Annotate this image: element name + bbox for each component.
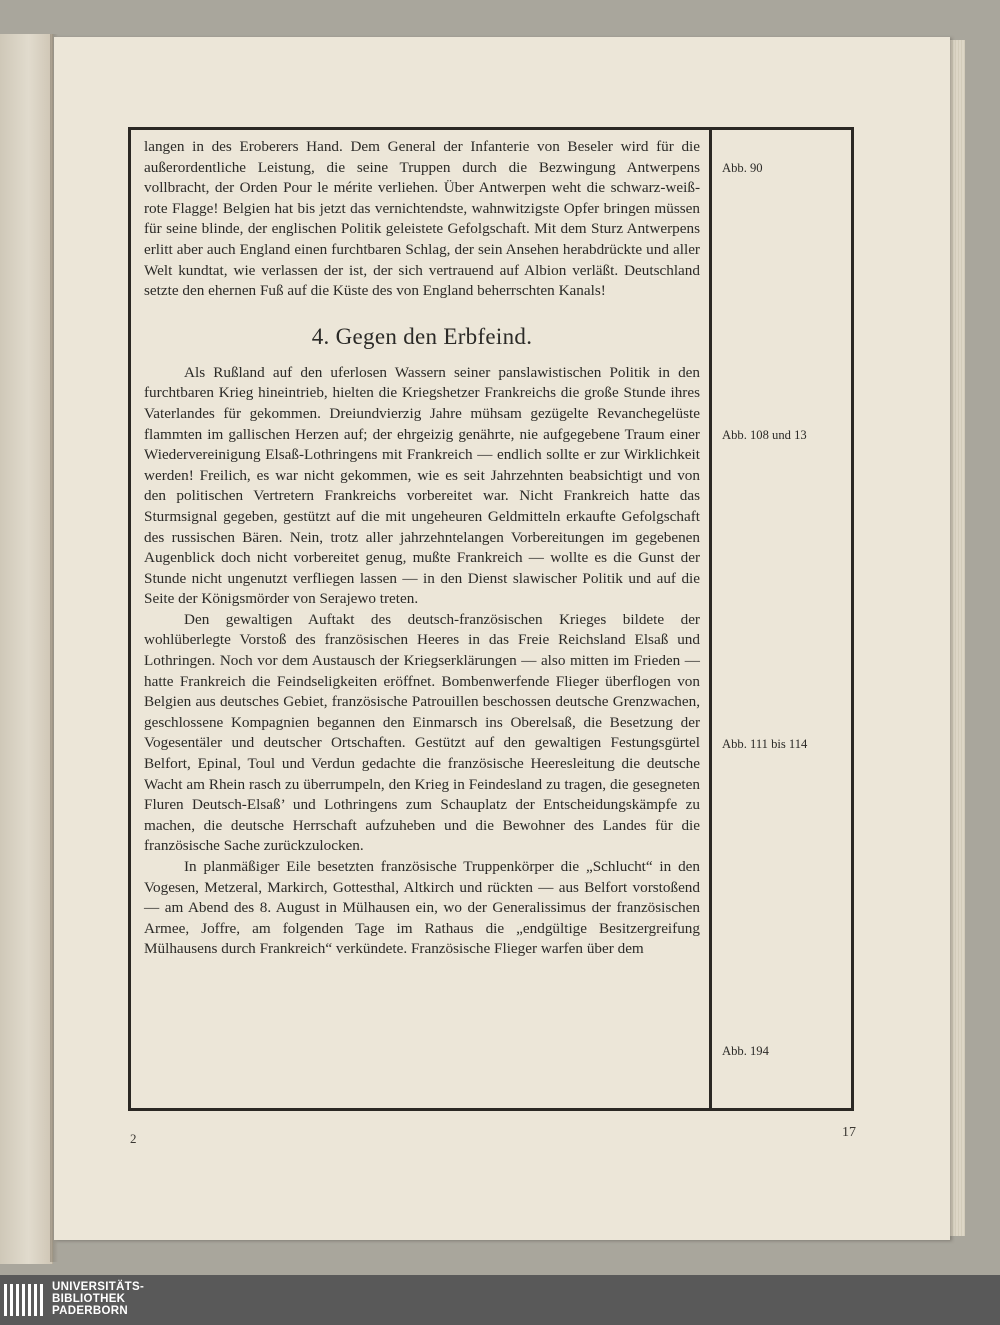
library-name-line2: BIBLIOTHEK <box>52 1293 126 1305</box>
margin-note-abb-108: Abb. 108 und 13 <box>722 428 807 442</box>
main-text-column <box>144 137 700 960</box>
section-heading: 4. Gegen den Erbfeind. <box>311 323 533 349</box>
page-number: 17 <box>842 1125 856 1140</box>
margin-column <box>709 130 854 1108</box>
library-logo-icon <box>4 1284 44 1316</box>
paragraph-vorstoss: Den gewaltigen Auftakt des deutsch-französischen Krieges bildete der wohlüberlegte Vorstoß des französischen Heeres in das Freie Reichsland Elsaß und Lothringen. Noch vor dem Austausch der Kriegserklärungen — also mitten im Frieden — hatte Frankreich die Feindseligkeiten eröffnet. Bombenwerfende Flieger überflogen von Belgien aus deutsches Gebiet, französische Patrouillen beschossen deutsche Grenzwachen, geschlossene Kompagnien begannen den Einmarsch ins Oberelsaß, die Besetzung der Vogesentäler und deutscher Ortschaften. Gestützt auf den gewaltigen Festungsgürtel Belfort, Epinal, Toul und Verdun gedachte die französische Heeresleitung die deutsche Wacht am Rhein rasch zu überrumpeln, den Krieg in Feindesland zu tragen, die gesegneten Fluren Deutsch-Elsaß’ und Lothringens zum Schauplatz der Entscheidungskämpfe zu machen, die deutsche Herrschaft aufzuheben und die Bewohner des Landes für die französische Sache zurückzulocken. <box>144 610 700 855</box>
signature-mark: 2 <box>130 1131 137 1146</box>
library-name-line3: PADERBORN <box>52 1305 128 1317</box>
margin-note-abb-194: Abb. 194 <box>722 1044 769 1058</box>
paragraph-antwerpen: langen in des Eroberers Hand. Dem General der Infanterie von Beseler wird für die außerordentliche Leistung, die seine Truppen durch die Bezwingung Antwerpens vollbracht, der Orden Pour le mérite verliehen. Über Antwerpen weht die schwarz-weiß-rote Flagge! Belgien hat bis jetzt das vernichtendste, wahnwitzigste Opfer bringen müssen für seine blinde, der englischen Politik geleistete Gefolgschaft. Mit dem Sturz Antwerpens erlitt aber auch England einen furchtbaren Schlag, der sein Ansehen herabdrückte und aller Welt kundtat, wie verlassen der ist, der sich vertrauend auf Albion verläßt. Deutschland setzte den ehernen Fuß auf die Küste des von England beherrschten Kanals! <box>144 138 700 300</box>
margin-note-abb-90: Abb. 90 <box>722 161 763 175</box>
margin-note-abb-111: Abb. 111 bis 114 <box>722 737 808 751</box>
library-name <box>52 1281 144 1317</box>
book-page <box>54 37 950 1240</box>
text-frame <box>128 127 854 1111</box>
paragraph-russland: Als Rußland auf den uferlosen Wassern seiner panslawistischen Politik in den furchtbaren Krieg hineintrieb, hielten die Kriegshetzer Frankreichs die große Stunde ihres Vaterlandes für gekommen. Dreiundvierzig Jahre mühsam gezügelte Revanchegelüste flammten im gallischen Herzen auf; der ehrgeizig genährte, nie aufgegebene Traum einer Wiedervereinigung Elsaß-Lothringens mit Frankreich — endlich sollte er zur Wirklichkeit werden! Freilich, es war nicht gekommen, wie es seit Jahrzehnten beabsichtigt und von den politischen Vertretern Frankreichs vorbereitet war. Nicht Frankreich hatte das Sturmsignal gegeben, gestützt auf die mit ungeheuren Geldmitteln erkaufte Gefolgschaft des russischen Bären. Nein, trotz aller jahrzehntelangen Vorbereitungen im gegebenen Augenblick doch nicht vorbereitet genug, mußte Frankreich — wollte es die Gunst der Stunde nicht ungenutzt verfliegen lassen — in den Dienst slawischer Politik und auf die Seite der Königsmörder von Serajewo treten. <box>144 363 700 608</box>
library-name-line1: UNIVERSITÄTS- <box>52 1281 145 1293</box>
left-page-edge <box>0 34 53 1264</box>
paragraph-muelhausen: In planmäßiger Eile besetzten französische Truppenkörper die „Schlucht“ in den Vogesen, Metzeral, Markirch, Gottesthal, Altkirch und rückten — aus Belfort vorstoßend — am Abend des 8. August in Mülhausen ein, wo der Generalissimus der französischen Armee, Joffre, am folgenden Tage im Rathaus die „endgültige Besitzergreifung Mülhausens durch Frankreich“ verkündete. Französische Flieger warfen über dem <box>144 858 700 958</box>
library-footer-bar <box>0 1275 1000 1325</box>
